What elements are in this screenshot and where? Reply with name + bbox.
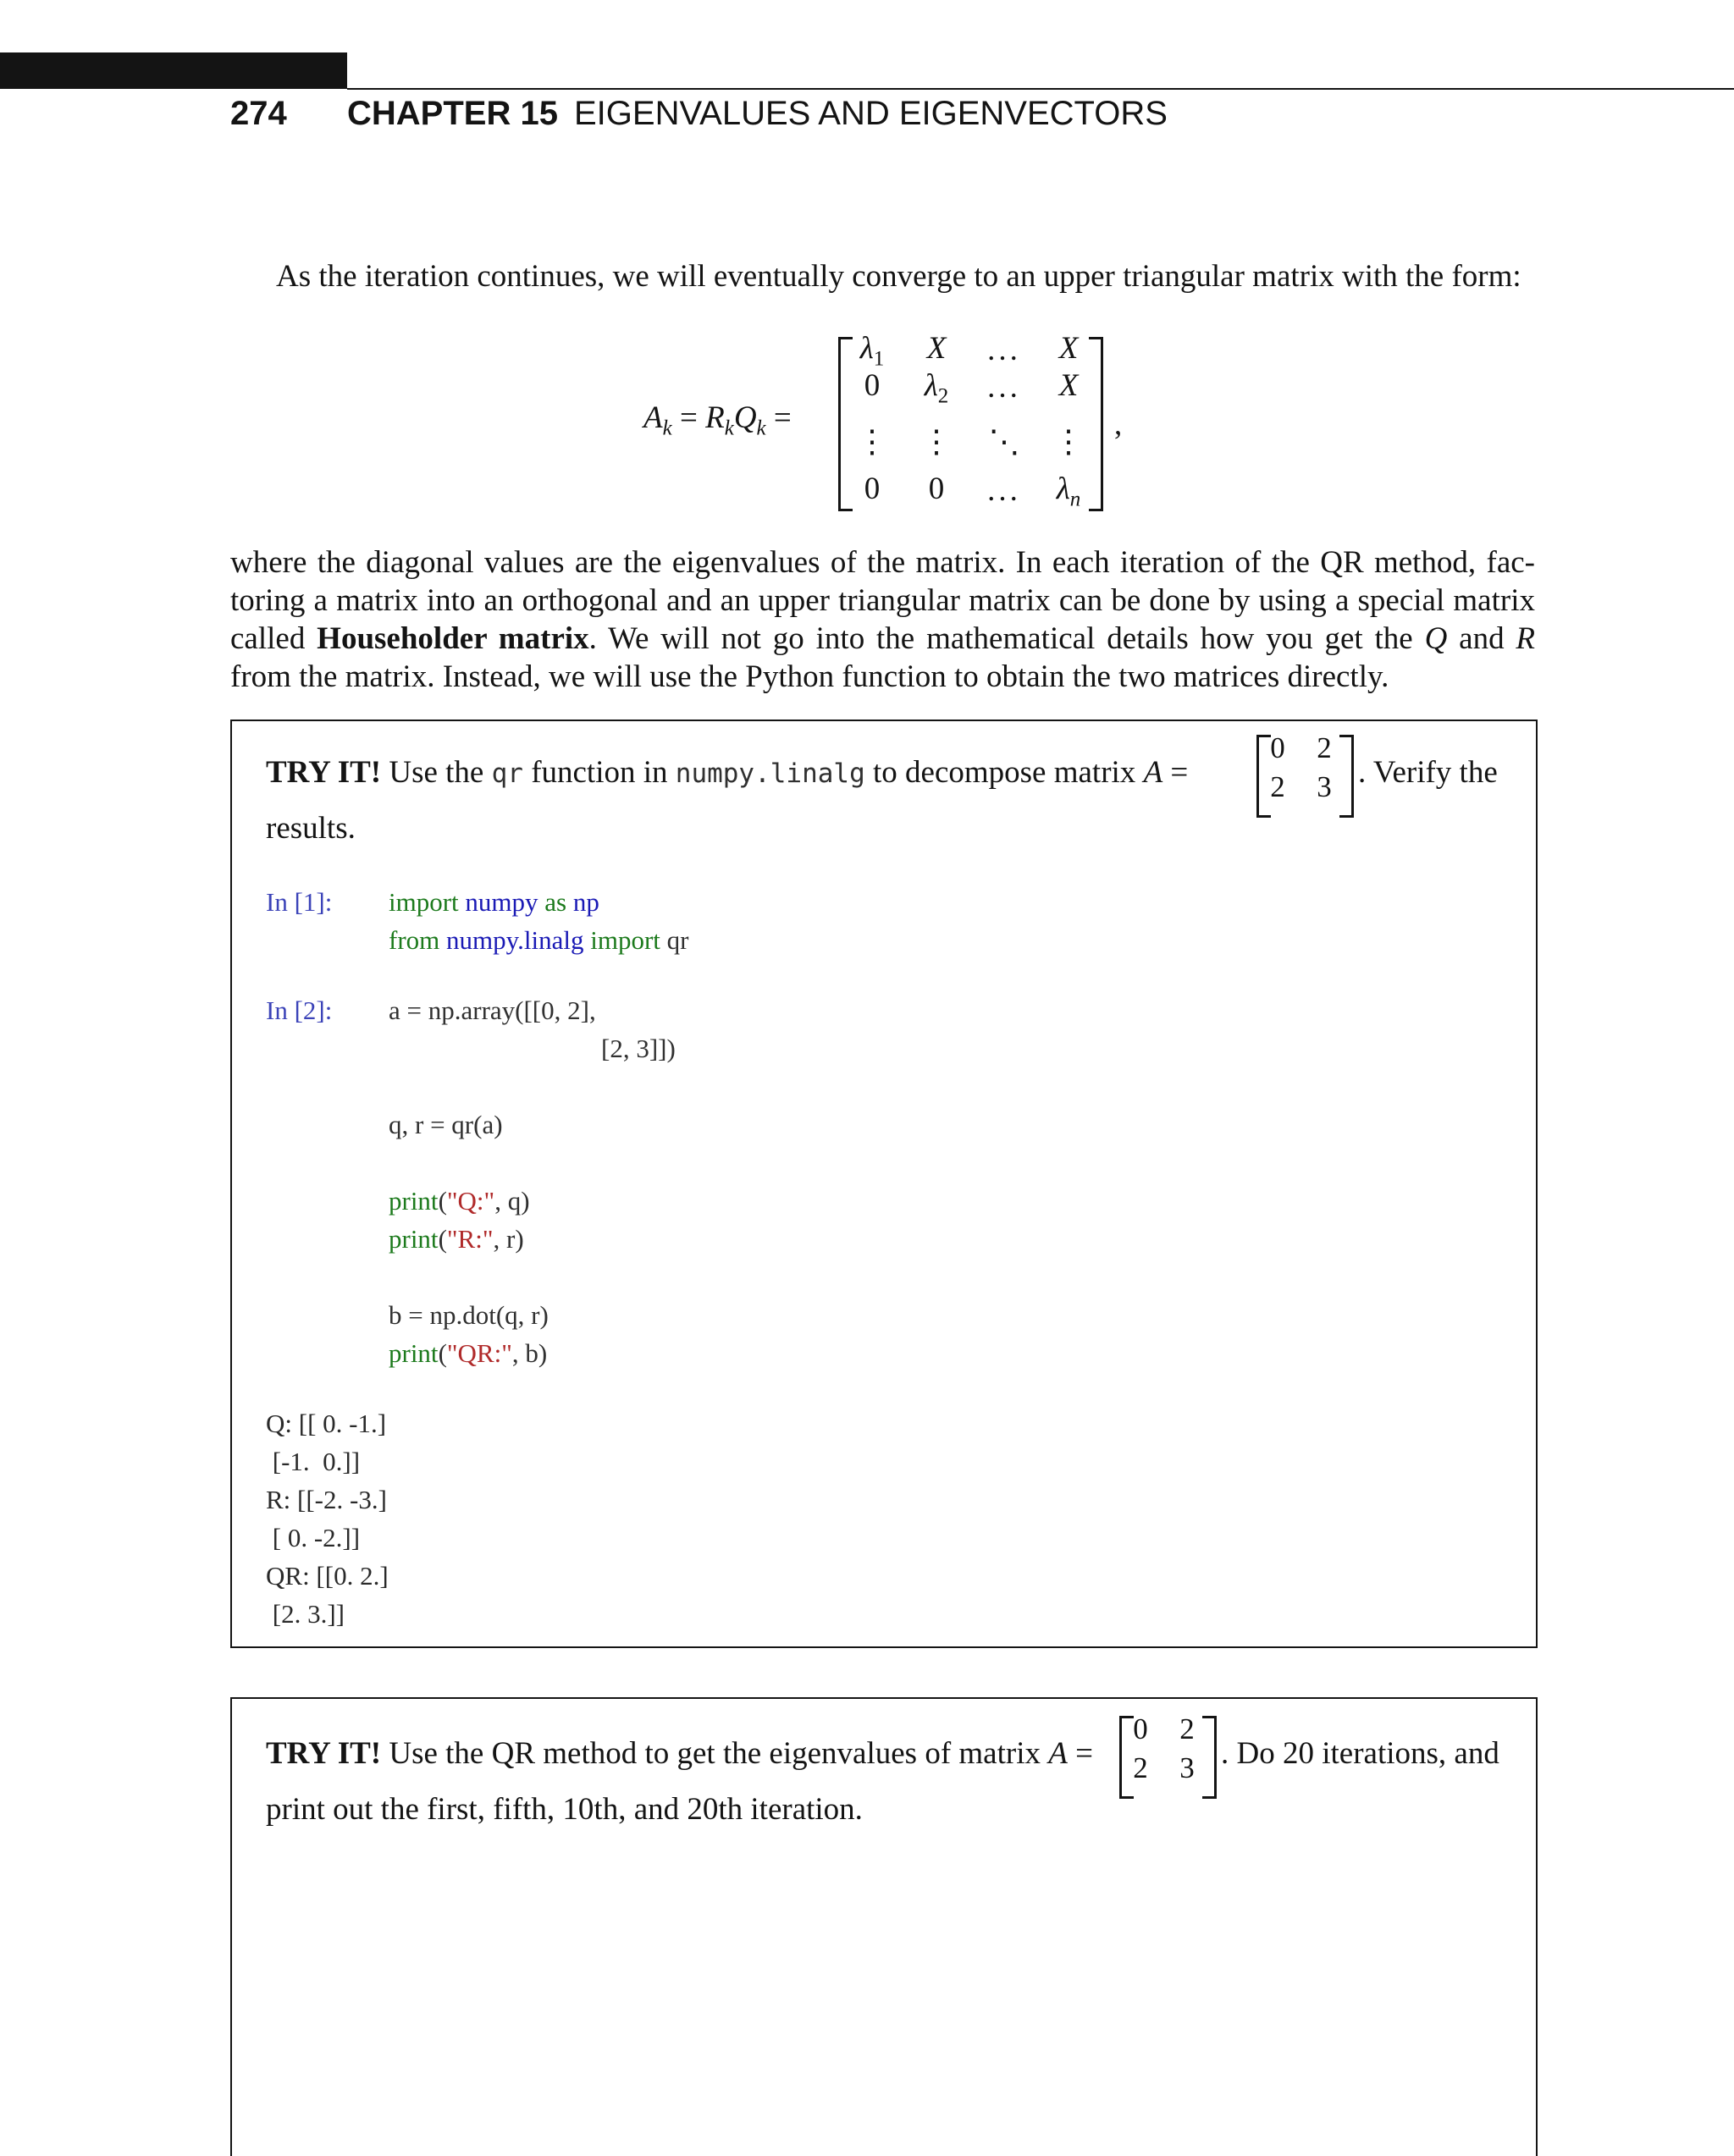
explanation-line: called Householder matrix. We will not go into the mathematical details how you get the Q and R — [230, 621, 1536, 656]
equation-lhs: $A_k = R_kQ_k$ = — [643, 400, 792, 440]
matrix-cell: ⋮ — [1052, 425, 1085, 460]
try-it-2-line2: print out the first, fifth, 10th, and 20th iteration. — [266, 1792, 863, 1827]
try-it-box-2 — [230, 1697, 1538, 2156]
explanation-line: toring a matrix into an orthogonal and an upper triangular matrix can be done by using a special matrix — [230, 583, 1535, 618]
matrix-cell: ... — [987, 333, 1021, 367]
small-matrix-right-bracket — [1339, 735, 1354, 818]
code-line: a = np.array([[0, 2], — [389, 995, 596, 1025]
code-line: b = np.dot(q, r) — [389, 1300, 549, 1330]
code-cell-1 — [266, 887, 332, 918]
householder-term: Householder matrix — [317, 621, 589, 656]
matrix-cell: 3 — [1179, 1751, 1195, 1784]
output-line: Q: [[ 0. -1.] — [266, 1409, 387, 1438]
matrix-cell: $\lambda_2$ — [924, 368, 949, 408]
header-black-bar — [0, 52, 347, 89]
output-line: [2. 3.]] — [266, 1599, 345, 1629]
try-it-1-line1: TRY IT! Use the qr function in numpy.linalg to decompose matrix A = — [266, 755, 1189, 790]
matrix-cell: ⋮ — [856, 425, 888, 460]
matrix-a — [1261, 731, 1345, 816]
matrix-cell: ⋱ — [988, 425, 1020, 460]
matrix-cell: $\lambda_n$ — [1056, 471, 1081, 511]
try-it-1-line1-end: . Verify the — [1358, 755, 1498, 790]
try-it-box-1 — [230, 720, 1538, 1648]
output-line: R: [[-2. -3.] — [266, 1485, 387, 1514]
matrix-cell: 3 — [1317, 770, 1332, 803]
code-line: print("QR:", b) — [389, 1338, 548, 1368]
code-line: q, r = qr(a) — [389, 1110, 503, 1139]
explanation-paragraph — [230, 543, 1535, 696]
matrix-cell: 2 — [1317, 731, 1332, 764]
code-line: from numpy.linalg import qr — [389, 925, 689, 955]
matrix-cell: 0 — [1270, 731, 1285, 764]
matrix-cell: ⋮ — [920, 425, 953, 460]
chapter-title: EIGENVALUES AND EIGENVECTORS — [574, 95, 1168, 132]
output-line: [-1. 0.]] — [266, 1447, 361, 1476]
matrix-cell: 0 — [864, 471, 881, 506]
try-it-2-line1: TRY IT! Use the QR method to get the eigenvalues of matrix A = — [266, 1736, 1093, 1771]
code-line: [2, 3]]) — [601, 1034, 676, 1063]
try-it-2-line1-end: . Do 20 iterations, and — [1221, 1736, 1499, 1771]
matrix-cell: X — [1058, 368, 1079, 403]
output-line: [ 0. -2.]] — [266, 1523, 361, 1552]
matrix-cell: X — [926, 331, 947, 366]
small-matrix-right-bracket — [1202, 1716, 1217, 1799]
code-cell-2 — [266, 995, 332, 1026]
matrix-cell: $\lambda_1$ — [859, 331, 885, 371]
explanation-line: from the matrix. Instead, we will use the Python function to obtain the two matrices directly. — [230, 659, 1389, 694]
code-line: print("R:", r) — [389, 1224, 524, 1254]
try-it-1-line2: results. — [266, 811, 356, 846]
matrix-cell: 0 — [1133, 1712, 1148, 1745]
chapter-label: CHAPTER 15 — [347, 95, 558, 132]
equation-comma: , — [1114, 407, 1123, 442]
prompt: In [2]: — [266, 995, 333, 1025]
matrix-cell: X — [1058, 331, 1079, 366]
page-number: 274 — [230, 95, 287, 132]
prompt: In [1]: — [266, 887, 333, 917]
matrix-cell: ... — [987, 473, 1021, 508]
explanation-line: where the diagonal values are the eigenvalues of the matrix. In each iteration of the QR method, fac- — [230, 545, 1535, 580]
matrix-a — [1124, 1712, 1208, 1797]
matrix-cell: 0 — [928, 471, 945, 506]
matrix-cell: 2 — [1133, 1751, 1148, 1784]
matrix-cell: 0 — [864, 368, 881, 403]
matrix-cell: 2 — [1270, 770, 1285, 803]
matrix-cell: ... — [987, 370, 1021, 405]
code-line: print("Q:", q) — [389, 1186, 530, 1216]
code-line: import numpy as np — [389, 887, 599, 917]
output-line: QR: [[0. 2.] — [266, 1561, 389, 1591]
header-rule — [347, 88, 1734, 90]
intro-paragraph: As the iteration continues, we will eventually converge to an upper triangular matrix with the form: — [276, 259, 1521, 294]
upper-triangular-matrix — [847, 330, 1092, 516]
matrix-cell: 2 — [1179, 1712, 1195, 1745]
